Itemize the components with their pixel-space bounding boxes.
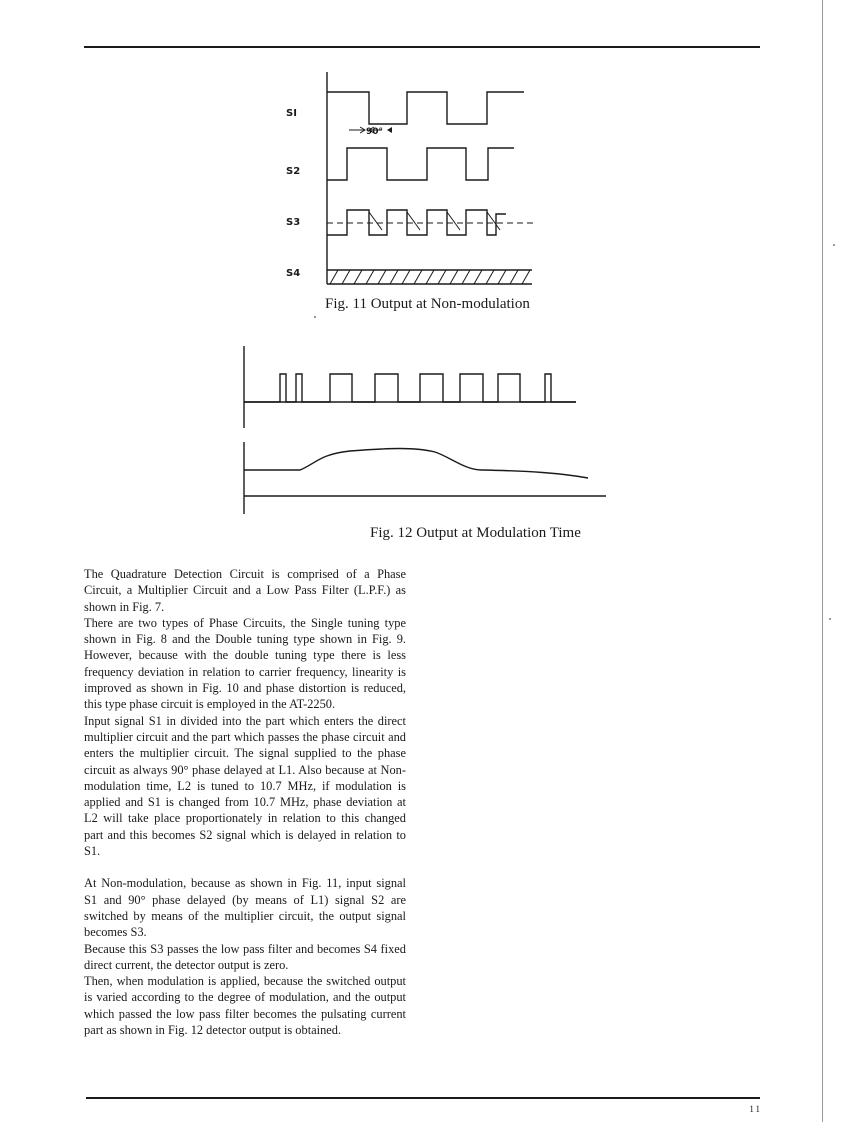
page-number: 11 [749,1104,762,1114]
signal-label-s4: S4 [286,268,301,279]
s2-waveform [327,148,514,180]
figure-12-waveforms [240,344,610,516]
bottom-rule [86,1097,760,1099]
figure-12-caption: Fig. 12 Output at Modulation Time [370,525,581,541]
paragraph: At Non-modulation, because as shown in Fig. 11, input signal S1 and 90° phase delayed (by means of L1) signal S2 are switched by means of the multiplier circuit, the output signal becomes S3. [84,876,406,940]
speck [829,618,831,620]
signal-label-s1: SI [286,108,297,119]
paragraph: Then, when modulation is applied, because the switched output is varied according to the degree of modulation, and the output which passed the low pass filter becomes the pulsating current part as shown in Fig. 12 detector output is obtained. [84,974,406,1038]
figure-11-caption: Fig. 11 Output at Non-modulation [325,296,530,312]
paragraph: The Quadrature Detection Circuit is comprised of a Phase Circuit, a Multiplier Circuit and a Low Pass Filter (L.P.F.) as shown in Fig. 7. [84,567,406,614]
paragraph: Input signal S1 in divided into the part which enters the direct multiplier circuit and the part which passes the phase circuit and enters the multiplier circuit. The signal supplied to the phase circuit as always 90° phase delayed at L1. Also because at Non-modulation time, L2 is tuned to 10.7 MHz, if modulation is applied and S1 is changed from 10.7 MHz, phase deviation at L2 will take place proportionately in relation to this changed part and this becomes S2 signal which is delayed in relation to S1. [84,713,406,859]
figure-11-waveforms [270,70,550,290]
phase-label: 90° [366,127,384,137]
signal-label-s3: S3 [286,217,301,228]
s4-hatching [330,270,530,284]
page-edge-line [822,0,823,1122]
paragraph: Because this S3 passes the low pass filter and becomes S4 fixed direct current, the detector output is zero. [84,941,406,972]
detector-output-curve [244,449,588,479]
speck [833,244,835,246]
signal-label-s2: S2 [286,166,301,177]
paragraph: There are two types of Phase Circuits, the Single tuning type shown in Fig. 8 and the Double tuning type shown in Fig. 9. However, because with the double tuning type there is less frequency deviation in relation to carrier frequency, linearity is improved as shown in Fig. 10 and phase distortion is reduced, this type phase circuit is employed in the AT-2250. [84,615,406,712]
top-rule [84,46,760,48]
s1-waveform [327,92,524,124]
modulated-pulse-train [244,374,576,402]
speck [314,316,316,318]
body-text [84,566,406,1038]
